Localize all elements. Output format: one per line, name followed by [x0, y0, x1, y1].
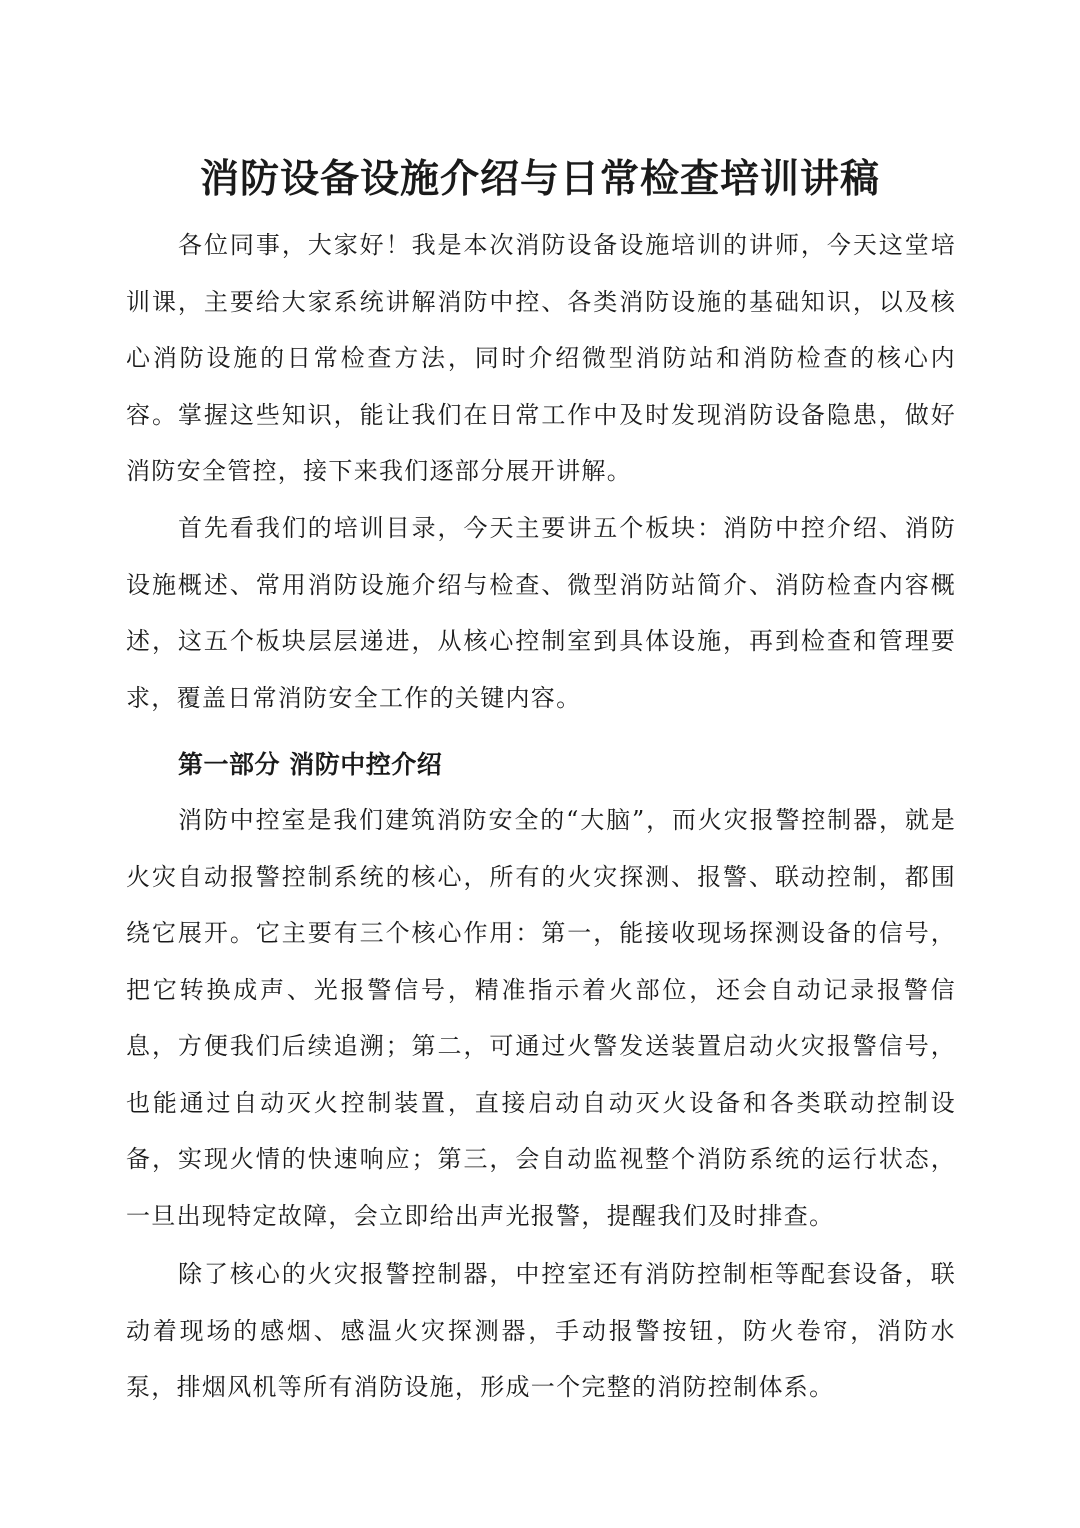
outline-paragraph: 首先看我们的培训目录，今天主要讲五个板块：消防中控介绍、消防设施概述、常用消防设施介绍与检查、微型消防站简介、消防检查内容概述，这五个板块层层递进，从核心控制室到具体设施，再到检查和管理要求，覆盖日常消防安全工作的关键内容。 [126, 514, 956, 712]
intro-paragraph: 各位同事，大家好！我是本次消防设备设施培训的讲师，今天这堂培训课，主要给大家系统讲解消防中控、各类消防设施的基础知识，以及核心消防设施的日常检查方法，同时介绍微型消防站和消防检查的核心内容。掌握这些知识，能让我们在日常工作中及时发现消防设备隐患，做好消防安全管控，接下来我们逐部分展开讲解。 [126, 231, 956, 485]
section-paragraph: 除了核心的火灾报警控制器，中控室还有消防控制柜等配套设备，联动着现场的感烟、感温火灾探测器，手动报警按钮，防火卷帘，消防水泵，排烟风机等所有消防设施，形成一个完整的消防控制体系。 [126, 1260, 956, 1401]
section-paragraph: 消防中控室是我们建筑消防安全的“大脑”，而火灾报警控制器，就是火灾自动报警控制系统的核心，所有的火灾探测、报警、联动控制，都围绕它展开。它主要有三个核心作用：第一，能接收现场探测设备的信号，把它转换成声、光报警信号，精准指示着火部位，还会自动记录报警信息，方便我们后续追溯；第二，可通过火警发送装置启动火灾报警信号，也能通过自动灭火控制装置，直接启动自动灭火设备和各类联动控制设备，实现火情的快速响应；第三，会自动监视整个消防系统的运行状态，一旦出现特定故障，会立即给出声光报警，提醒我们及时排查。 [126, 806, 956, 1230]
section-heading: 第一部分 消防中控介绍 [178, 750, 443, 779]
document-title: 消防设备设施介绍与日常检查培训讲稿 [199, 157, 880, 202]
